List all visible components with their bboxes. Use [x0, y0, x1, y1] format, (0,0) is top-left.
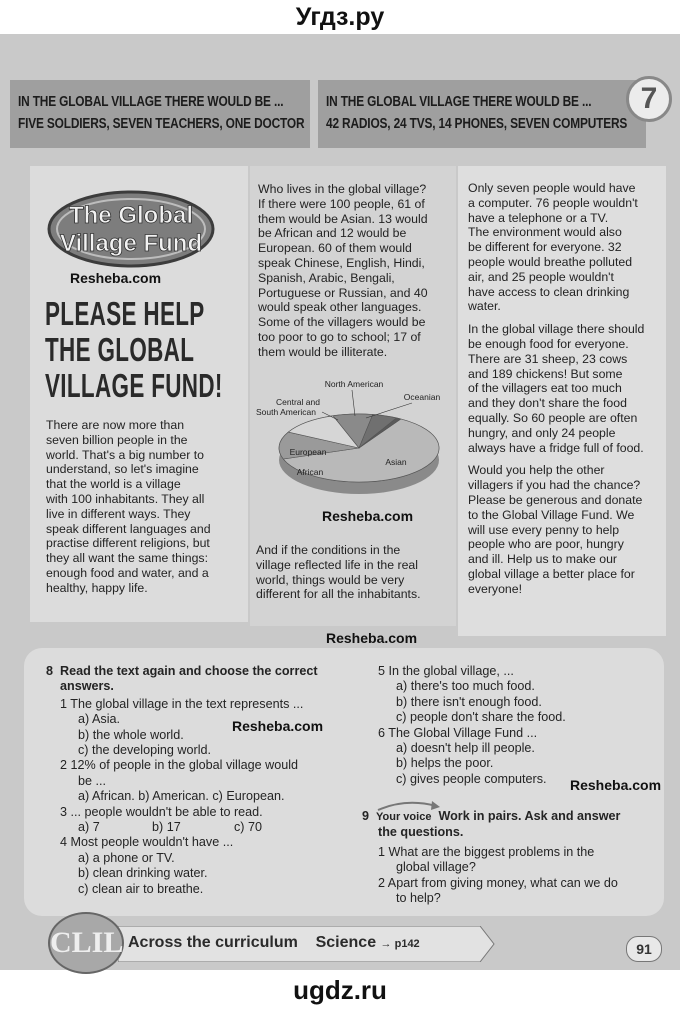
- exercise-8: 8 Read the text again and choose the correct answers. 1 The global village in the text represents ... a) Asia. b) the whole world. c) the developing world. 2 12% of people in the global village would be ... a) African. b) American. c) European. 3 ... people wouldn't be able to read. a) 7 b) 17 c) 70 4 Most people wouldn't have ... a) a phone or TV. b) clean drinking water. c) clean air to breathe.: [46, 664, 318, 896]
- resheba-watermark-4: Resheba.com: [232, 718, 324, 734]
- banner-left-line1: IN THE GLOBAL VILLAGE THERE WOULD BE ...: [18, 94, 284, 110]
- label-african: African: [296, 467, 324, 477]
- logo-line2: Village Fund: [59, 230, 203, 257]
- page-number: 91: [626, 936, 662, 962]
- headline-line2: THE GLOBAL: [45, 331, 195, 368]
- label-european: European: [289, 447, 327, 457]
- global-village-fund-logo: [47, 190, 215, 268]
- column2-bottom-text: And if the conditions in the village reflected life in the real world, things would be very different for all the inhabitants.: [256, 543, 421, 602]
- banner-right-line2: 42 RADIOS, 24 TVS, 14 PHONES, SEVEN COMPUTERS: [326, 116, 628, 132]
- label-central-2: South American: [255, 407, 317, 417]
- column1-text: There are now more than seven billion people in the world. That's a big number to understand, so let's imagine that the world is a village with 100 inhabitants. They all live in different ways. They speak different languages and practise different religions, but they all want the same things: enough food and water, and a healthy, happy life.: [46, 418, 211, 595]
- resheba-watermark-3: Resheba.com: [326, 630, 418, 646]
- label-oceanian: Oceanian: [403, 392, 441, 402]
- label-north-american: North American: [324, 379, 384, 389]
- watermark-top: Угдз.ру: [295, 3, 385, 31]
- headline: [45, 296, 223, 404]
- exercise-8-continued: 5 In the global village, ... a) there's too much food. b) there isn't enough food. c) people don't share the food. 6 The Global Village Fund ... a) doesn't help ill people. b) helps the poor. c) gives people computers.: [378, 664, 566, 786]
- resheba-watermark-2: Resheba.com: [322, 508, 414, 524]
- watermark-bottom: ugdz.ru: [293, 975, 387, 1005]
- headline-line3: VILLAGE FUND!: [45, 367, 223, 404]
- banner-left-line2: FIVE SOLDIERS, SEVEN TEACHERS, ONE DOCTOR: [18, 116, 305, 132]
- exercise-9: 9 Your voice Work in pairs. Ask and answer the questions. 1 What are the biggest problems in the global village? 2 Apart from giving money, what can we do to help?: [362, 809, 621, 906]
- resheba-watermark-5: Resheba.com: [570, 777, 662, 793]
- unit-number-badge: 7: [626, 76, 672, 122]
- logo-line1: The Global: [68, 202, 194, 229]
- banner-left: [10, 80, 310, 148]
- footer-text: Across the curriculum Science → p142: [128, 934, 420, 951]
- label-asian: Asian: [385, 457, 407, 467]
- banner-right: [318, 80, 646, 148]
- banner-right-line1: IN THE GLOBAL VILLAGE THERE WOULD BE ...: [326, 94, 592, 110]
- column2-top-text: Who lives in the global village? If there were 100 people, 61 of them would be Asian. 13 would be African and 12 would be European. 60 of them would speak Chinese, English, Hindi, Spanish, Arabic, Bengali, Portuguese or Russian, and 40 would speak other languages. Some of the villagers would be too poor to go to school; 17 of them would be illiterate.: [258, 182, 428, 359]
- column3-text: Only seven people would have a computer. 76 people wouldn't have a telephone or a TV. The environment would also be different for everyone. 32 people would breathe polluted air, and 25 people wouldn't have access to clean drinking water. In the global village there should be enough food for everyone. There are 31 sheep, 23 cows and 189 chickens! But some of the villagers eat too much and they don't share the food equally. So 60 people are often hungry, and only 24 people always have a fridge full of food. Would you help the other villagers if you had the chance? Please be generous and donate to the Global Village Fund. We will use every penny to help people who are poor, hungry and ill. Help us to make our global village a better place for everyone!: [468, 181, 645, 596]
- population-pie-chart: [252, 376, 454, 506]
- resheba-watermark-1: Resheba.com: [70, 270, 162, 286]
- clil-badge: CLIL: [48, 912, 124, 974]
- headline-line1: PLEASE HELP: [45, 295, 205, 332]
- label-central-1: Central and: [276, 397, 320, 407]
